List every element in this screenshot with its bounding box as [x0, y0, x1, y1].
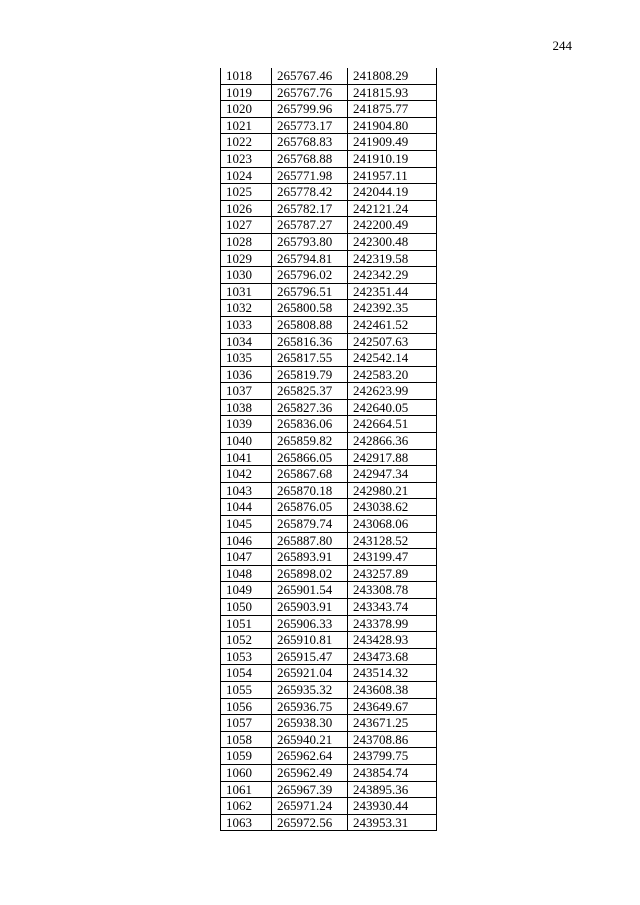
y-coordinate-cell: 243799.75 — [348, 748, 437, 765]
point-id-cell: 1024 — [221, 167, 272, 184]
point-id-cell: 1045 — [221, 516, 272, 533]
table-row — [221, 399, 437, 416]
table-row — [221, 134, 437, 151]
point-id-cell: 1061 — [221, 781, 272, 798]
x-coordinate-cell: 265921.04 — [272, 665, 348, 682]
y-coordinate-cell: 242664.51 — [348, 416, 437, 433]
table-row — [221, 267, 437, 284]
table-row — [221, 217, 437, 234]
y-coordinate-cell: 242200.49 — [348, 217, 437, 234]
table-row — [221, 84, 437, 101]
coordinates-table-container — [220, 68, 437, 831]
point-id-cell: 1021 — [221, 117, 272, 134]
table-row — [221, 582, 437, 599]
x-coordinate-cell: 265782.17 — [272, 200, 348, 217]
x-coordinate-cell: 265972.56 — [272, 814, 348, 831]
point-id-cell: 1054 — [221, 665, 272, 682]
x-coordinate-cell: 265893.91 — [272, 549, 348, 566]
point-id-cell: 1032 — [221, 300, 272, 317]
x-coordinate-cell: 265940.21 — [272, 731, 348, 748]
table-row — [221, 449, 437, 466]
x-coordinate-cell: 265867.68 — [272, 466, 348, 483]
y-coordinate-cell: 243514.32 — [348, 665, 437, 682]
point-id-cell: 1036 — [221, 366, 272, 383]
x-coordinate-cell: 265800.58 — [272, 300, 348, 317]
table-row — [221, 233, 437, 250]
x-coordinate-cell: 265915.47 — [272, 648, 348, 665]
point-id-cell: 1040 — [221, 433, 272, 450]
point-id-cell: 1043 — [221, 482, 272, 499]
x-coordinate-cell: 265771.98 — [272, 167, 348, 184]
point-id-cell: 1042 — [221, 466, 272, 483]
point-id-cell: 1049 — [221, 582, 272, 599]
table-row — [221, 532, 437, 549]
y-coordinate-cell: 243257.89 — [348, 565, 437, 582]
y-coordinate-cell: 241910.19 — [348, 150, 437, 167]
y-coordinate-cell: 243308.78 — [348, 582, 437, 599]
x-coordinate-cell: 265816.36 — [272, 333, 348, 350]
x-coordinate-cell: 265967.39 — [272, 781, 348, 798]
x-coordinate-cell: 265876.05 — [272, 499, 348, 516]
point-id-cell: 1055 — [221, 681, 272, 698]
point-id-cell: 1018 — [221, 68, 272, 84]
y-coordinate-cell: 243199.47 — [348, 549, 437, 566]
point-id-cell: 1051 — [221, 615, 272, 632]
x-coordinate-cell: 265971.24 — [272, 798, 348, 815]
table-row — [221, 599, 437, 616]
table-row — [221, 366, 437, 383]
table-row — [221, 665, 437, 682]
x-coordinate-cell: 265859.82 — [272, 433, 348, 450]
point-id-cell: 1050 — [221, 599, 272, 616]
table-row — [221, 101, 437, 118]
y-coordinate-cell: 243343.74 — [348, 599, 437, 616]
y-coordinate-cell: 242342.29 — [348, 267, 437, 284]
y-coordinate-cell: 241808.29 — [348, 68, 437, 84]
y-coordinate-cell: 243895.36 — [348, 781, 437, 798]
point-id-cell: 1039 — [221, 416, 272, 433]
table-row — [221, 814, 437, 831]
table-row — [221, 283, 437, 300]
table-row — [221, 333, 437, 350]
table-row — [221, 466, 437, 483]
point-id-cell: 1022 — [221, 134, 272, 151]
table-row — [221, 350, 437, 367]
x-coordinate-cell: 265767.46 — [272, 68, 348, 84]
y-coordinate-cell: 243428.93 — [348, 632, 437, 649]
x-coordinate-cell: 265767.76 — [272, 84, 348, 101]
x-coordinate-cell: 265773.17 — [272, 117, 348, 134]
table-row — [221, 117, 437, 134]
coordinates-table — [220, 68, 437, 831]
point-id-cell: 1053 — [221, 648, 272, 665]
point-id-cell: 1048 — [221, 565, 272, 582]
point-id-cell: 1044 — [221, 499, 272, 516]
point-id-cell: 1062 — [221, 798, 272, 815]
point-id-cell: 1056 — [221, 698, 272, 715]
x-coordinate-cell: 265906.33 — [272, 615, 348, 632]
point-id-cell: 1023 — [221, 150, 272, 167]
y-coordinate-cell: 242583.20 — [348, 366, 437, 383]
y-coordinate-cell: 242980.21 — [348, 482, 437, 499]
y-coordinate-cell: 241957.11 — [348, 167, 437, 184]
point-id-cell: 1031 — [221, 283, 272, 300]
point-id-cell: 1027 — [221, 217, 272, 234]
table-row — [221, 781, 437, 798]
point-id-cell: 1030 — [221, 267, 272, 284]
y-coordinate-cell: 243953.31 — [348, 814, 437, 831]
y-coordinate-cell: 241909.49 — [348, 134, 437, 151]
y-coordinate-cell: 243038.62 — [348, 499, 437, 516]
y-coordinate-cell: 243128.52 — [348, 532, 437, 549]
x-coordinate-cell: 265903.91 — [272, 599, 348, 616]
y-coordinate-cell: 241904.80 — [348, 117, 437, 134]
table-row — [221, 764, 437, 781]
x-coordinate-cell: 265887.80 — [272, 532, 348, 549]
point-id-cell: 1057 — [221, 715, 272, 732]
point-id-cell: 1037 — [221, 383, 272, 400]
point-id-cell: 1029 — [221, 250, 272, 267]
table-row — [221, 615, 437, 632]
table-row — [221, 681, 437, 698]
y-coordinate-cell: 242044.19 — [348, 184, 437, 201]
point-id-cell: 1063 — [221, 814, 272, 831]
point-id-cell: 1035 — [221, 350, 272, 367]
table-row — [221, 648, 437, 665]
point-id-cell: 1034 — [221, 333, 272, 350]
table-row — [221, 416, 437, 433]
x-coordinate-cell: 265910.81 — [272, 632, 348, 649]
x-coordinate-cell: 265796.02 — [272, 267, 348, 284]
coordinates-table-body — [221, 68, 437, 831]
y-coordinate-cell: 243854.74 — [348, 764, 437, 781]
table-row — [221, 565, 437, 582]
point-id-cell: 1033 — [221, 316, 272, 333]
x-coordinate-cell: 265799.96 — [272, 101, 348, 118]
x-coordinate-cell: 265935.32 — [272, 681, 348, 698]
table-row — [221, 499, 437, 516]
table-row — [221, 184, 437, 201]
x-coordinate-cell: 265936.75 — [272, 698, 348, 715]
y-coordinate-cell: 242351.44 — [348, 283, 437, 300]
y-coordinate-cell: 243068.06 — [348, 516, 437, 533]
x-coordinate-cell: 265787.27 — [272, 217, 348, 234]
y-coordinate-cell: 241875.77 — [348, 101, 437, 118]
y-coordinate-cell: 242461.52 — [348, 316, 437, 333]
page-number: 244 — [552, 38, 572, 53]
x-coordinate-cell: 265819.79 — [272, 366, 348, 383]
x-coordinate-cell: 265794.81 — [272, 250, 348, 267]
x-coordinate-cell: 265796.51 — [272, 283, 348, 300]
y-coordinate-cell: 242542.14 — [348, 350, 437, 367]
point-id-cell: 1041 — [221, 449, 272, 466]
x-coordinate-cell: 265778.42 — [272, 184, 348, 201]
table-row — [221, 300, 437, 317]
table-row — [221, 698, 437, 715]
x-coordinate-cell: 265825.37 — [272, 383, 348, 400]
point-id-cell: 1046 — [221, 532, 272, 549]
table-row — [221, 715, 437, 732]
table-row — [221, 167, 437, 184]
x-coordinate-cell: 265817.55 — [272, 350, 348, 367]
x-coordinate-cell: 265808.88 — [272, 316, 348, 333]
table-row — [221, 150, 437, 167]
x-coordinate-cell: 265962.64 — [272, 748, 348, 765]
table-row — [221, 731, 437, 748]
y-coordinate-cell: 243649.67 — [348, 698, 437, 715]
x-coordinate-cell: 265879.74 — [272, 516, 348, 533]
table-row — [221, 200, 437, 217]
y-coordinate-cell: 242319.58 — [348, 250, 437, 267]
point-id-cell: 1026 — [221, 200, 272, 217]
point-id-cell: 1047 — [221, 549, 272, 566]
table-row — [221, 433, 437, 450]
y-coordinate-cell: 243608.38 — [348, 681, 437, 698]
y-coordinate-cell: 243930.44 — [348, 798, 437, 815]
y-coordinate-cell: 242640.05 — [348, 399, 437, 416]
y-coordinate-cell: 242866.36 — [348, 433, 437, 450]
x-coordinate-cell: 265768.88 — [272, 150, 348, 167]
table-row — [221, 482, 437, 499]
y-coordinate-cell: 242507.63 — [348, 333, 437, 350]
table-row — [221, 68, 437, 84]
x-coordinate-cell: 265866.05 — [272, 449, 348, 466]
y-coordinate-cell: 242392.35 — [348, 300, 437, 317]
table-row — [221, 250, 437, 267]
y-coordinate-cell: 242917.88 — [348, 449, 437, 466]
point-id-cell: 1060 — [221, 764, 272, 781]
point-id-cell: 1020 — [221, 101, 272, 118]
y-coordinate-cell: 242300.48 — [348, 233, 437, 250]
y-coordinate-cell: 242947.34 — [348, 466, 437, 483]
point-id-cell: 1028 — [221, 233, 272, 250]
point-id-cell: 1059 — [221, 748, 272, 765]
point-id-cell: 1058 — [221, 731, 272, 748]
x-coordinate-cell: 265898.02 — [272, 565, 348, 582]
y-coordinate-cell: 243708.86 — [348, 731, 437, 748]
y-coordinate-cell: 242121.24 — [348, 200, 437, 217]
x-coordinate-cell: 265836.06 — [272, 416, 348, 433]
x-coordinate-cell: 265793.80 — [272, 233, 348, 250]
y-coordinate-cell: 243473.68 — [348, 648, 437, 665]
table-row — [221, 549, 437, 566]
y-coordinate-cell: 242623.99 — [348, 383, 437, 400]
x-coordinate-cell: 265901.54 — [272, 582, 348, 599]
point-id-cell: 1025 — [221, 184, 272, 201]
table-row — [221, 748, 437, 765]
y-coordinate-cell: 243378.99 — [348, 615, 437, 632]
table-row — [221, 516, 437, 533]
y-coordinate-cell: 241815.93 — [348, 84, 437, 101]
table-row — [221, 798, 437, 815]
point-id-cell: 1038 — [221, 399, 272, 416]
x-coordinate-cell: 265962.49 — [272, 764, 348, 781]
x-coordinate-cell: 265938.30 — [272, 715, 348, 732]
x-coordinate-cell: 265827.36 — [272, 399, 348, 416]
table-row — [221, 383, 437, 400]
table-row — [221, 316, 437, 333]
point-id-cell: 1019 — [221, 84, 272, 101]
point-id-cell: 1052 — [221, 632, 272, 649]
x-coordinate-cell: 265870.18 — [272, 482, 348, 499]
x-coordinate-cell: 265768.83 — [272, 134, 348, 151]
table-row — [221, 632, 437, 649]
y-coordinate-cell: 243671.25 — [348, 715, 437, 732]
